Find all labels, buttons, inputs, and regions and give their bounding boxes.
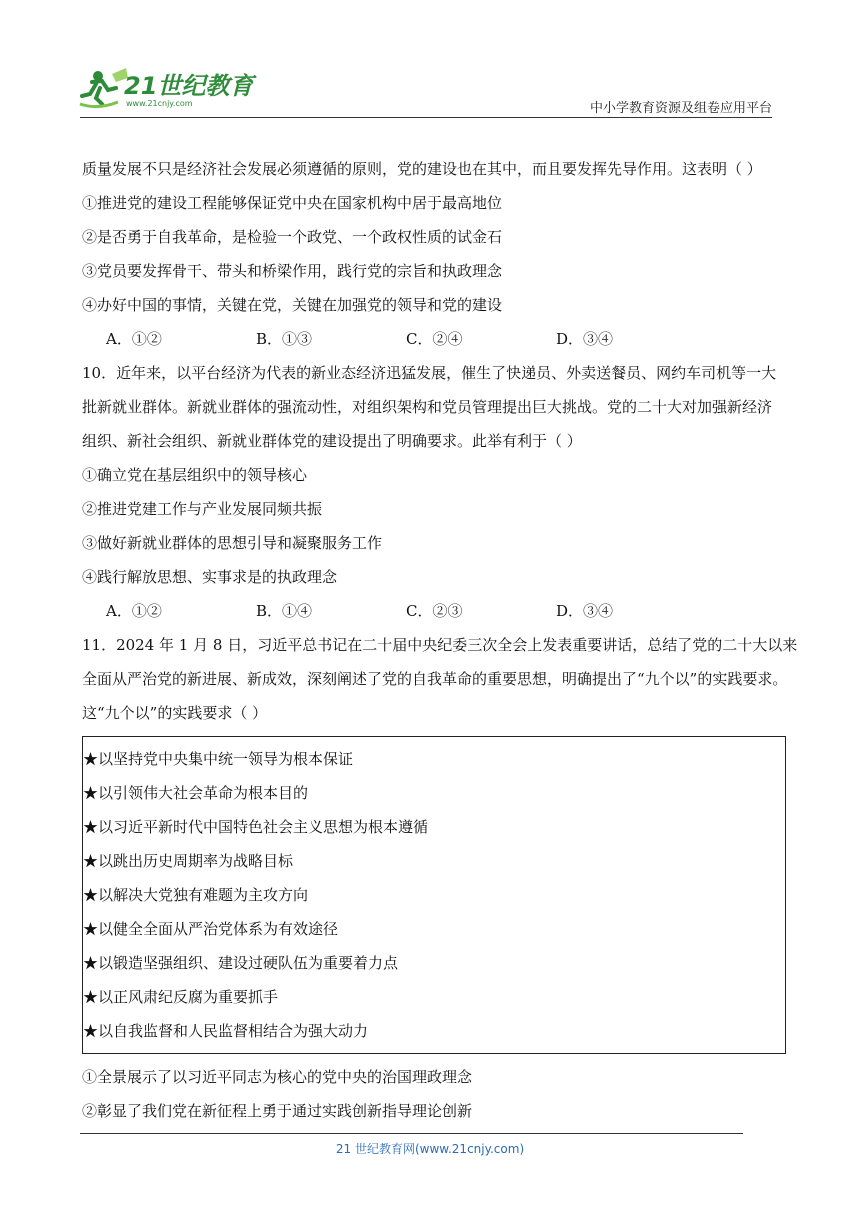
question-9 — [82, 152, 787, 356]
statement: ③党员要发挥骨干、带头和桥梁作用，践行党的宗旨和执政理念 — [82, 262, 503, 280]
answer-options — [82, 594, 787, 628]
platform-name: 中小学教育资源及组卷应用平台 — [589, 101, 772, 116]
option-b: B．①④ — [256, 602, 313, 620]
option-c: C．②③ — [406, 602, 463, 620]
footer-divider — [80, 1133, 743, 1134]
statement: ①确立党在基层组织中的领导核心 — [82, 466, 308, 484]
box-item: ★以跳出历史周期率为战略目标 — [83, 852, 294, 870]
question-stem-line: 组织、新社会组织、新就业群体党的建设提出了明确要求。此举有利于（ ） — [82, 432, 582, 450]
question-stem-line: 批新就业群体。新就业群体的强流动性，对组织架构和党员管理提出巨大挑战。党的二十大对加强新经济 — [82, 398, 773, 416]
site-logo — [78, 64, 258, 110]
statement: ①全景展示了以习近平同志为核心的党中央的治国理政理念 — [82, 1068, 473, 1086]
material-box — [82, 736, 786, 1054]
runner-icon — [80, 68, 128, 107]
box-item: ★以解决大党独有难题为主攻方向 — [83, 886, 309, 904]
question-stem: 质量发展不只是经济社会发展必须遵循的原则，党的建设也在其中，而且要发挥先导作用。这表明（ ） — [82, 160, 762, 178]
header-divider — [80, 117, 772, 118]
option-c: C．②④ — [406, 330, 463, 348]
option-d: D．③④ — [556, 602, 614, 620]
statement: ④办好中国的事情，关键在党，关键在加强党的领导和党的建设 — [82, 296, 503, 314]
question-10 — [82, 356, 787, 628]
answer-options — [82, 322, 787, 356]
option-b: B．①③ — [256, 330, 313, 348]
option-a: A．①② — [106, 330, 162, 348]
statement: ③做好新就业群体的思想引导和凝聚服务工作 — [82, 534, 383, 552]
question-stem-line: 10．近年来，以平台经济为代表的新业态经济迅猛发展，催生了快递员、外卖送餐员、网约车司机等一大 — [82, 364, 777, 382]
option-d: D．③④ — [556, 330, 614, 348]
box-item: ★以健全全面从严治党体系为有效途径 — [83, 920, 339, 938]
box-item: ★以坚持党中央集中统一领导为根本保证 — [83, 750, 354, 768]
statement: ②是否勇于自我革命，是检验一个政党、一个政权性质的试金石 — [82, 228, 503, 246]
statement: ②彰显了我们党在新征程上勇于通过实践创新指导理论创新 — [82, 1102, 473, 1120]
option-a: A．①② — [106, 602, 162, 620]
logo-text: 21世纪教育 — [124, 72, 254, 100]
logo-url: www.21cnjy.com — [126, 99, 193, 108]
question-stem-line: 11．2024 年 1 月 8 日，习近平总书记在二十届中央纪委三次全会上发表重要讲话，总结了党的二十大以来 — [82, 636, 798, 654]
exam-content — [82, 152, 798, 1128]
question-11 — [82, 628, 798, 1128]
box-item: ★以引领伟大社会革命为根本目的 — [83, 784, 309, 802]
question-stem-line: 这“九个以”的实践要求（ ） — [82, 704, 268, 722]
page-header — [78, 64, 772, 118]
statement: ④践行解放思想、实事求是的执政理念 — [82, 568, 338, 586]
statement: ②推进党建工作与产业发展同频共振 — [82, 500, 323, 518]
box-item: ★以正风肃纪反腐为重要抓手 — [83, 988, 279, 1006]
statement: ①推进党的建设工程能够保证党中央在国家机构中居于最高地位 — [82, 194, 503, 212]
box-item: ★以习近平新时代中国特色社会主义思想为根本遵循 — [83, 818, 429, 836]
box-item: ★以锻造坚强组织、建设过硬队伍为重要着力点 — [83, 954, 399, 972]
footer-link[interactable]: 21 世纪教育网(www.21cnjy.com) — [335, 1142, 525, 1156]
box-item: ★以自我监督和人民监督相结合为强大动力 — [83, 1022, 369, 1040]
question-stem-line: 全面从严治党的新进展、新成效，深刻阐述了党的自我革命的重要思想，明确提出了“九个以”的实践要求。 — [82, 670, 788, 688]
